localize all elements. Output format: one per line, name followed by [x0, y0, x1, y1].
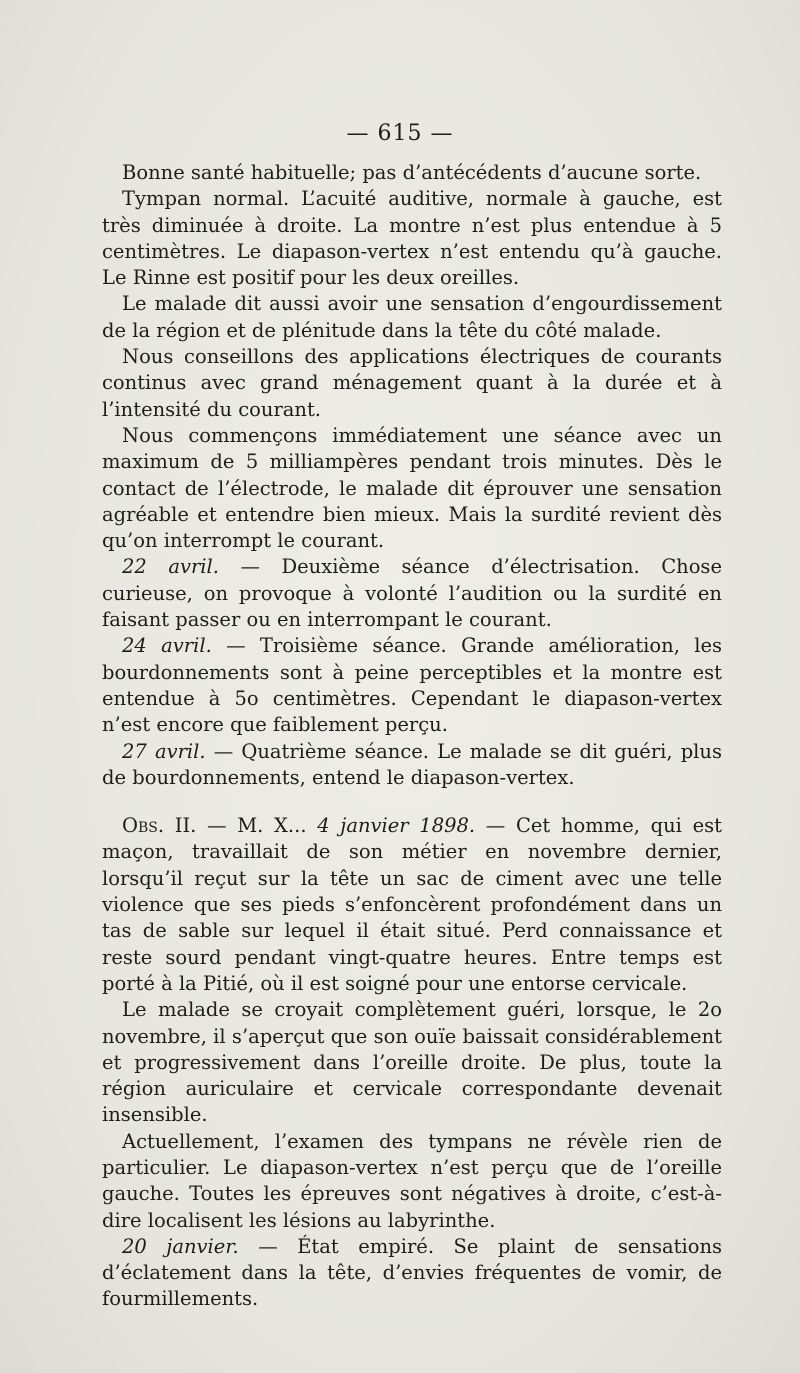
date-24-avril: 24 avril. [122, 634, 212, 658]
paragraph-1: Bonne santé habituelle; pas d’antécédents d’aucune sorte. [122, 161, 702, 184]
date-20-janvier: 20 janvier. [122, 1234, 239, 1258]
paragraph-27-avril-text: — Quatrième séance. Le malade se dit guéri, plus de bourdonnements, entend le diapason-vertex. [102, 739, 722, 789]
paragraph-20-janvier [102, 1234, 722, 1313]
paragraph-5: Nous commençons immédiatement une séance avec un maximum de 5 milliampères pendant trois minutes. Dès le contact de l’électrode, le malade dit éprouver une sensation agréable et entendre bien mieux. Mais la surdité revient dès qu’on interrompt le courant. [102, 423, 722, 553]
paragraph-11: Actuellement, l’examen des tympans ne révèle rien de particulier. Le diapason-vertex n’est perçu que de l’oreille gauche. Toutes les épreuves sont négatives à droite, c’est-à-dire localisent les lésions au labyrinthe. [102, 1129, 722, 1232]
observation-label: Obs. II. [122, 814, 197, 838]
date-27-avril: 27 avril. [122, 739, 206, 763]
page-body [102, 160, 722, 1313]
paragraph-3: Le malade dit aussi avoir une sensation d’engourdissement de la région et de plénitude dans la tête du côté malade. [102, 292, 722, 342]
paragraph-10: Le malade se croyait complètement guéri, lorsque, le 2o novembre, il s’aperçut que son ouïe baissait considérablement et progressivement dans l’oreille droite. De plus, toute la région auriculaire et cervicale correspondante devenait insensible. [102, 998, 722, 1127]
page-number: — 615 — [346, 121, 454, 146]
observation-2 [102, 813, 722, 997]
paragraph-2: Tympan normal. L’acuité auditive, normale à gauche, est très diminuée à droite. La montre n’est plus entendue à 5 centimètres. Le diapason-vertex n’est entendu qu’à gauche. Le Rinne est positif pour les deux oreilles. [102, 187, 722, 290]
paragraph-24-avril [102, 633, 722, 738]
observation-subject: — M. X... [196, 814, 318, 838]
paragraph-22-avril [102, 554, 722, 633]
section-gap [102, 791, 722, 813]
paragraph-20-janvier-text: — État empiré. Se plaint de sensations d’éclatement dans la tête, d’envies fréquentes de vomir, de fourmillements. [102, 1234, 723, 1311]
observation-text: — Cet homme, qui est maçon, travaillait de son métier en novembre dernier, lorsqu’il reçut sur la tête un sac de ciment avec une telle violence que ses pieds s’enfoncèrent profondément dans un tas de sable sur lequel il était situé. Perd connaissance et reste sourd pendant vingt-quatre heures. Entre temps est porté à la Pitié, où il est soigné pour une entorse cervicale. [102, 814, 722, 995]
paragraph-22-avril-text: — Deuxième séance d’électrisation. Chose curieuse, on provoque à volonté l’audition ou la surdité en faisant passer ou en interrompant le courant. [102, 555, 722, 632]
paragraph-27-avril [102, 739, 722, 792]
date-22-avril: 22 avril. [122, 555, 219, 579]
paragraph-24-avril-text: — Troisième séance. Grande amélioration, les bourdonnements sont à peine perceptibles et la montre est entendue à 5o centimètres. Cependant le diapason-vertex n’est encore que faiblement perçu. [102, 634, 722, 737]
paragraph-4: Nous conseillons des applications électriques de courants continus avec grand ménagement quant à la durée et à l’intensité du courant. [102, 345, 722, 421]
observation-date: 4 janvier 1898. [317, 814, 476, 838]
